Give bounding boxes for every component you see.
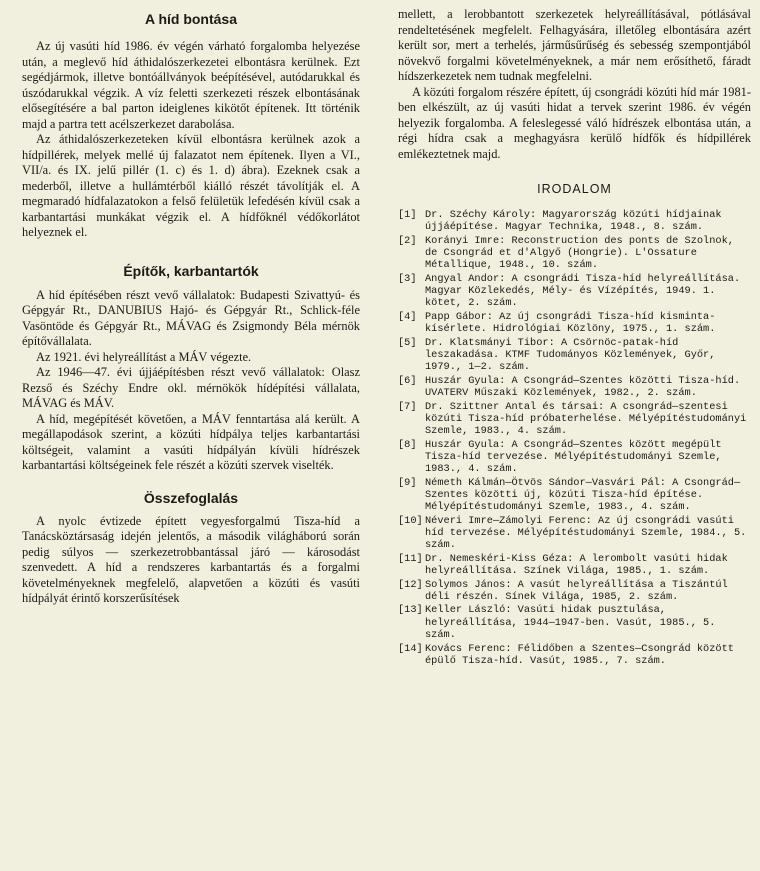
- reference-item: [398, 439, 751, 476]
- reference-number: [4]: [398, 310, 417, 323]
- reference-text: Dr. Szittner Antal és társai: A csongrád—szentesi közúti Tisza-híd próbaterhelése. Mélyépítéstudományi Szemle, 1983., 4. szám.: [425, 400, 747, 438]
- reference-item: [398, 235, 751, 272]
- reference-text: Dr. Klatsmányi Tibor: A Csörnöc-patak-híd leszakadása. KTMF Tudományos Közlemények, Győr, 1979., 1—2. szám.: [425, 336, 716, 374]
- reference-number: [10]: [398, 514, 423, 527]
- reference-item: [398, 553, 751, 578]
- references-heading: IRODALOM: [537, 182, 612, 196]
- reference-number: [7]: [398, 400, 417, 413]
- reference-number: [9]: [398, 476, 417, 489]
- reference-list: [398, 209, 751, 667]
- reference-item: [398, 401, 751, 438]
- section-title-builders-maintainers: Építők, karbantartók: [123, 262, 259, 279]
- reference-text: Papp Gábor: Az új csongrádi Tisza-híd kisminta-kísérlete. Hidrológiai Közlöny, 1975., 1. szám.: [425, 310, 716, 336]
- left-column: [22, 0, 360, 607]
- reference-item: [398, 579, 751, 604]
- reference-text: Németh Kálmán—Ötvös Sándor—Vasvári Pál: A Csongrád—Szentes közötti új, közúti Tisza-híd építése. Mélyépítéstudományi Szemle, 1983., 4. szám.: [425, 476, 741, 514]
- paragraph: Az áthidalószerkezeteken kívül elbontásra kerülnek azok a hídpillérek, melyek mellé új falazatot nem építenek. Ilyen a VI., VII/a. és IX. jelű pillér (1. c) és 1. d) ábra). Ezeknek csak a mederből, illetve a hullámtérből kiálló részét távolítják el. A megmaradó hídfalazatokon a felső felületük lefedésén kívül csak a karbantartási munkákat végzik el. A hídfőknél védőkorlátot helyeznek el.: [22, 132, 360, 239]
- reference-item: [398, 515, 751, 552]
- reference-text: Dr. Nemeskéri-Kiss Géza: A lerombolt vasúti hidak helyreállítása. Színek Világa, 1985., 1. szám.: [425, 552, 728, 578]
- paragraph: Az új vasúti híd 1986. év végén várható forgalomba helyezése után, a meglevő híd áthidalószerkezetei elbontásra kerülnek. Ezt segédjármok, illetve bontóállványok beépítésével, autódarukkal és úszódarukkal végzik. A víz feletti szerkezeti részek elbontásának elősegítésére a bal parton ideiglenes kikötőt építenek. Itt történik majd a partra tett acélszerkezet darabolása.: [22, 39, 360, 131]
- paragraph: A híd építésében részt vevő vállalatok: Budapesti Szivattyú- és Gépgyár Rt., DANUBIUS Hajó- és Gépgyár Rt., Schlick-féle Vasöntöde és Gépgyár Rt., MÁVAG és Zsigmondy Béla mérnök építővállalata.: [22, 287, 360, 348]
- reference-item: [398, 311, 751, 336]
- reference-item: [398, 209, 751, 234]
- reference-text: Huszár Gyula: A Csongrád—Szentes közötti Tisza-híd. UVATERV Műszaki Közlemények, 1982., 2. szám.: [425, 374, 741, 400]
- reference-number: [14]: [398, 642, 423, 655]
- paragraph: A híd, megépítését követően, a MÁV fenntartása alá került. A megállapodások szerint, a közúti hídpálya teljes karbantartási költségeit, valamint a vasúti hídpályán kívüli hídrészek karbantartási költségeinek fele részét a közúti szervek viselték.: [22, 411, 360, 472]
- reference-number: [5]: [398, 336, 417, 349]
- reference-item: [398, 643, 751, 668]
- paragraph: A közúti forgalom részére épített, új csongrádi közúti híd már 1981-ben elkészült, az új vasúti hidat a tervek szerint 1986. év végén helyezik forgalomba. A feleslegessé váló hídrészek elbontása után, a régi hídra csak a meghagyásra kerülő hídfők és hídpillérek emlékeztetnek majd.: [398, 84, 751, 161]
- reference-number: [13]: [398, 604, 423, 617]
- reference-number: [11]: [398, 552, 423, 565]
- reference-text: Kovács Ferenc: Félidőben a Szentes—Csongrád között épülő Tisza-híd. Vasút, 1985., 7. szám.: [425, 642, 734, 667]
- reference-item: [398, 273, 751, 310]
- reference-number: [3]: [398, 272, 417, 285]
- reference-text: Angyal Andor: A csongrádi Tisza-híd helyreállítása. Magyar Közlekedés, Mély- és Vízépítés, 1949. 1. kötet, 2. szám.: [425, 272, 741, 310]
- section-title-bridge-demolition: A híd bontása: [144, 11, 238, 27]
- paragraph: A nyolc évtizede épített vegyesforgalmú Tisza-híd a Tanácsköztársaság idején jelentős, a második világháború során pedig súlyos — szerkezetrobbantással járó — károsodást szenvedett. A híd a rendszeres karbantartás és a forgalmi követelményeknek megfelelő, alapvetően a közúti és vasúti hídpályát érintő korszerűsítések: [22, 513, 360, 605]
- reference-item: [398, 375, 751, 400]
- reference-number: [12]: [398, 578, 423, 591]
- paragraph: Az 1946—47. évi újjáépítésben részt vevő vállalatok: Olasz Rezső és Széchy Endre okl. mérnökök hídépítési vállalata, MÁVAG és MÁV.: [22, 365, 360, 410]
- reference-item: [398, 604, 751, 641]
- reference-number: [2]: [398, 234, 417, 247]
- reference-text: Korányi Imre: Reconstruction des ponts de Szolnok, de Csongrád et d'Algyő (Hongrie). L'Ossature Métallique, 1948., 10. szám.: [425, 234, 734, 272]
- reference-text: Dr. Széchy Károly: Magyarország közúti hídjainak újjáépítése. Magyar Technika, 1948., 8. szám.: [425, 209, 722, 234]
- reference-number: [8]: [398, 438, 417, 451]
- reference-text: Huszár Gyula: A Csongrád—Szentes között megépült Tisza-híd tervezése. Mélyépítéstudományi Szemle, 1983., 4. szám.: [425, 438, 722, 476]
- reference-number: [1]: [398, 209, 417, 221]
- reference-number: [6]: [398, 374, 417, 387]
- paragraph-continued: mellett, a lerobbantott szerkezetek helyreállításával, pótlásával rendeltetésének megfelelt. Felhagyására, illetőleg elbontására azért került sor, mert a terhelés, járműsűrűség és sebesség szempontjából növekvő forgalmi követelményeknek, a már nem erősíthető, fáradt hídszerkezetek nem tudnak megfelelni.: [398, 7, 751, 83]
- paragraph: Az 1921. évi helyreállítást a MÁV végezte.: [36, 349, 252, 364]
- right-column: [398, 0, 751, 668]
- reference-text: Néveri Imre—Zámolyi Ferenc: Az új csongrádi vasúti híd tervezése. Mélyépítéstudományi Szemle, 1984., 5. szám.: [425, 514, 747, 552]
- reference-item: [398, 477, 751, 514]
- reference-text: Keller László: Vasúti hidak pusztulása, helyreállítása, 1944—1947-ben. Vasút, 1985., 5. szám.: [425, 604, 716, 642]
- section-title-summary: Összefoglalás: [143, 489, 239, 506]
- reference-item: [398, 337, 751, 374]
- reference-text: Solymos János: A vasút helyreállítása a Tiszántúl déli részén. Sínek Világa, 1985, 2. szám.: [425, 578, 728, 603]
